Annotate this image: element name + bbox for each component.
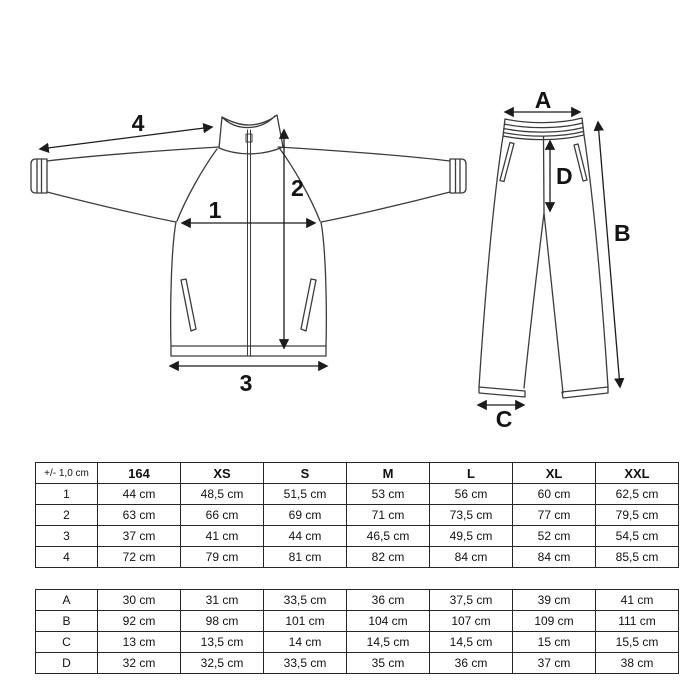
jacket-hem-band (171, 346, 326, 356)
pants-size-table (35, 589, 679, 674)
size-cell: 79,5 cm (596, 505, 679, 526)
size-cell: 37 cm (98, 526, 181, 547)
size-cell: 14,5 cm (430, 632, 513, 653)
size-header: S (264, 463, 347, 484)
table-row (36, 611, 679, 632)
table-row (36, 632, 679, 653)
pants-measure-waist-label: A (534, 87, 552, 113)
size-cell: 44 cm (98, 484, 181, 505)
size-cell: 39 cm (513, 590, 596, 611)
jacket-body-right (321, 222, 326, 356)
pants-measure-rise-label: D (556, 163, 573, 189)
size-cell: 36 cm (430, 653, 513, 674)
pants-hem-right (562, 387, 608, 398)
size-cell: 85,5 cm (596, 547, 679, 568)
size-cell: 101 cm (264, 611, 347, 632)
measure-row-label: D (36, 653, 98, 674)
size-cell: 92 cm (98, 611, 181, 632)
size-cell: 14 cm (264, 632, 347, 653)
size-cell: 81 cm (264, 547, 347, 568)
size-cell: 109 cm (513, 611, 596, 632)
jacket-sleeve-left (47, 147, 219, 222)
size-cell: 62,5 cm (596, 484, 679, 505)
pants-measure-side-arrow (598, 122, 620, 387)
measure-row-label: B (36, 611, 98, 632)
measure-row-label: 4 (36, 547, 98, 568)
measure-row-label: 2 (36, 505, 98, 526)
pants-drawing (479, 118, 608, 398)
size-cell: 52 cm (513, 526, 596, 547)
table-row (36, 484, 679, 505)
size-cell: 56 cm (430, 484, 513, 505)
measure-row-label: A (36, 590, 98, 611)
size-header: 164 (98, 463, 181, 484)
table-row (36, 653, 679, 674)
pants-measure-side-label: B (614, 220, 631, 246)
size-cell: 32,5 cm (181, 653, 264, 674)
size-cell: 104 cm (347, 611, 430, 632)
size-cell: 54,5 cm (596, 526, 679, 547)
size-cell: 79 cm (181, 547, 264, 568)
size-cell: 37,5 cm (430, 590, 513, 611)
jacket-measurements (40, 110, 327, 396)
size-cell: 38 cm (596, 653, 679, 674)
size-cell: 33,5 cm (264, 590, 347, 611)
size-cell: 53 cm (347, 484, 430, 505)
size-header: XL (513, 463, 596, 484)
jacket-size-table (35, 462, 679, 568)
size-cell: 37 cm (513, 653, 596, 674)
size-cell: 98 cm (181, 611, 264, 632)
size-cell: 84 cm (513, 547, 596, 568)
jacket-zipper (246, 130, 252, 356)
jacket-sleeve-right (278, 147, 450, 222)
pants-pocket-left (500, 143, 514, 182)
measure-row-label: 1 (36, 484, 98, 505)
pants-measure-leg-opening-label: C (495, 406, 513, 432)
tolerance-cell: +/- 1,0 cm (36, 463, 98, 484)
jacket-drawing (31, 115, 466, 356)
pants-outseam-right (584, 135, 608, 387)
pants-front-seam (544, 137, 545, 212)
size-cell: 77 cm (513, 505, 596, 526)
size-cell: 46,5 cm (347, 526, 430, 547)
size-cell: 72 cm (98, 547, 181, 568)
jacket-cuff-left (31, 159, 47, 193)
pants-outseam-left (479, 136, 503, 387)
measure-row-label: 3 (36, 526, 98, 547)
size-cell: 32 cm (98, 653, 181, 674)
jacket-measure-chest-label: 1 (208, 197, 222, 223)
jacket-pocket-right (301, 279, 316, 331)
table-row (36, 547, 679, 568)
pants-inseam-left (524, 213, 544, 388)
size-header: XXL (596, 463, 679, 484)
pants-inseam-right (544, 213, 563, 393)
size-cell: 14,5 cm (347, 632, 430, 653)
jacket-measure-length-label: 2 (291, 175, 304, 201)
size-cell: 60 cm (513, 484, 596, 505)
size-cell: 107 cm (430, 611, 513, 632)
size-cell: 35 cm (347, 653, 430, 674)
size-cell: 13 cm (98, 632, 181, 653)
table-row (36, 526, 679, 547)
measure-row-label: C (36, 632, 98, 653)
size-cell: 69 cm (264, 505, 347, 526)
size-cell: 66 cm (181, 505, 264, 526)
jacket-measure-hem-label: 3 (239, 370, 253, 396)
size-cell: 44 cm (264, 526, 347, 547)
jacket-body-left (171, 222, 176, 356)
size-cell: 111 cm (596, 611, 679, 632)
size-cell: 36 cm (347, 590, 430, 611)
size-cell: 63 cm (98, 505, 181, 526)
size-cell: 15 cm (513, 632, 596, 653)
table-row (36, 590, 679, 611)
size-cell: 73,5 cm (430, 505, 513, 526)
size-cell: 41 cm (596, 590, 679, 611)
size-cell: 15,5 cm (596, 632, 679, 653)
size-cell: 48,5 cm (181, 484, 264, 505)
table-header-row (36, 463, 679, 484)
jacket-measure-sleeve-label: 4 (131, 110, 145, 136)
size-cell: 51,5 cm (264, 484, 347, 505)
table-row (36, 505, 679, 526)
size-cell: 30 cm (98, 590, 181, 611)
jacket-pocket-left (181, 279, 196, 331)
size-header: XS (181, 463, 264, 484)
size-header: L (430, 463, 513, 484)
size-cell: 41 cm (181, 526, 264, 547)
size-cell: 84 cm (430, 547, 513, 568)
size-cell: 33,5 cm (264, 653, 347, 674)
pants-hem-left (479, 387, 525, 397)
pants-pocket-right (574, 144, 587, 181)
jacket-measure-sleeve-arrow (40, 127, 212, 149)
size-cell: 49,5 cm (430, 526, 513, 547)
size-cell: 71 cm (347, 505, 430, 526)
size-cell: 13,5 cm (181, 632, 264, 653)
size-cell: 82 cm (347, 547, 430, 568)
size-cell: 31 cm (181, 590, 264, 611)
jacket-cuff-right (450, 159, 466, 193)
size-header: M (347, 463, 430, 484)
